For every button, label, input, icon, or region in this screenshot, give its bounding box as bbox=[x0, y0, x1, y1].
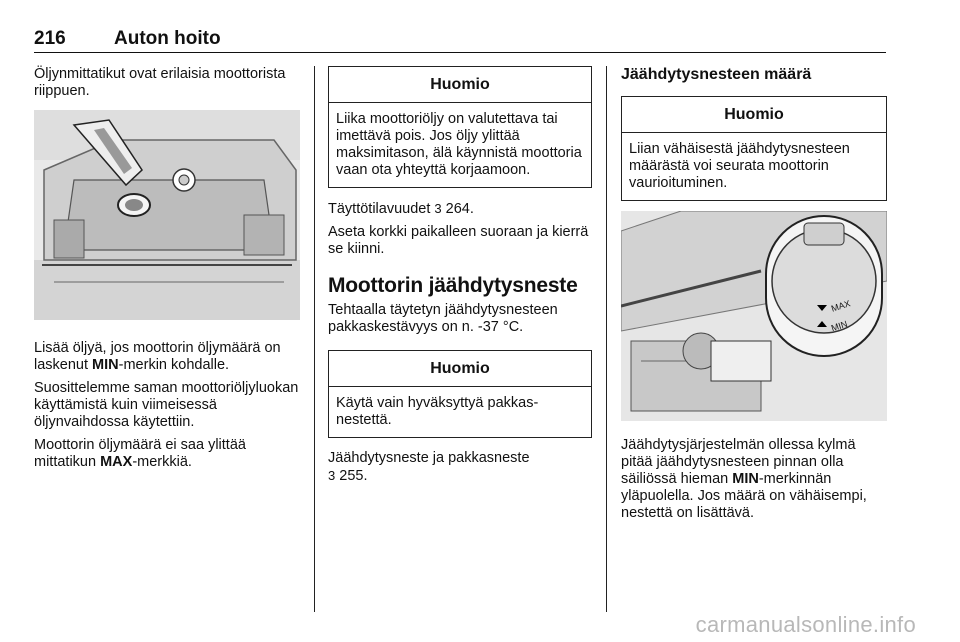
notice-title: Huomio bbox=[622, 97, 886, 133]
notice-text: Liika moottoriöljy on valutettava tai imettävä pois. Jos öljy ylittää maksimitason, älä käynnistä moottoria vaan ota yhteyttä korjaamoon. bbox=[336, 111, 582, 178]
notice-text: Käytä vain hyväksyttyä pakkasnestettä. bbox=[336, 395, 539, 428]
coolant-reservoir-illustration bbox=[621, 211, 887, 421]
page-header bbox=[34, 26, 886, 53]
section-heading-coolant: Moottorin jäähdytysneste bbox=[328, 274, 578, 297]
column-2 bbox=[328, 66, 592, 491]
column-divider-1 bbox=[314, 66, 315, 612]
watermark: carmanualsonline.info bbox=[695, 612, 916, 637]
coolant-reference: Jäähdytysneste ja pakkasneste 3 255. bbox=[328, 450, 530, 484]
recommend-oil-text: Suosittelemme saman moottoriöljyluokan käyttämistä kuin viimeisessä öljynvaihdossa käytettiin. bbox=[34, 380, 299, 430]
antifreeze-text: Tehtaalla täytetyn jäähdytysnesteen pakkaskestävyys on n. -37 °C. bbox=[328, 302, 558, 335]
column-1 bbox=[34, 66, 300, 477]
page-reference-arrow-icon: 3 bbox=[434, 201, 442, 216]
notice-title: Huomio bbox=[329, 67, 591, 103]
add-oil-text: Lisää öljyä, jos moottorin öljymäärä on laskenut MIN-merkin kohdalle. bbox=[34, 340, 281, 373]
chapter-title: Auton hoito bbox=[114, 28, 221, 49]
coolant-level-text: Jäähdytysjärjestelmän ollessa kylmä pitää jäähdytysnesteen pinnan olla säiliössä hieman MIN-merkinnän yläpuolella. Jos määrä on vähäisempi, nestettä on lisättävä. bbox=[621, 437, 867, 521]
oil-max-text: Moottorin öljymäärä ei saa ylittää mittatikun MAX-merkkiä. bbox=[34, 437, 246, 470]
notice-title: Huomio bbox=[329, 351, 591, 387]
notice-text: Liian vähäisestä jäähdytysnesteen määrästä voi seurata moottorin vaurioituminen. bbox=[629, 141, 850, 191]
dipstick-intro: Öljynmittatikut ovat erilaisia moottorista riippuen. bbox=[34, 66, 286, 99]
max-level-label: MAX bbox=[829, 298, 852, 314]
page-number: 216 bbox=[34, 28, 66, 49]
capacities-reference: Täyttötilavuudet 3 264. bbox=[328, 201, 474, 217]
page-reference-arrow-icon: 3 bbox=[328, 468, 336, 483]
notice-box-antifreeze bbox=[328, 350, 592, 438]
engine-oil-illustration bbox=[34, 110, 300, 320]
notice-box-coolant bbox=[621, 96, 887, 201]
column-3 bbox=[621, 66, 887, 528]
section-heading-coolant-level: Jäähdytysnesteen määrä bbox=[621, 66, 812, 83]
notice-box-oil bbox=[328, 66, 592, 188]
column-divider-2 bbox=[606, 66, 607, 612]
cap-instruction: Aseta korkki paikalleen suoraan ja kierrä se kiinni. bbox=[328, 224, 589, 257]
min-level-label: MIN bbox=[829, 318, 849, 334]
